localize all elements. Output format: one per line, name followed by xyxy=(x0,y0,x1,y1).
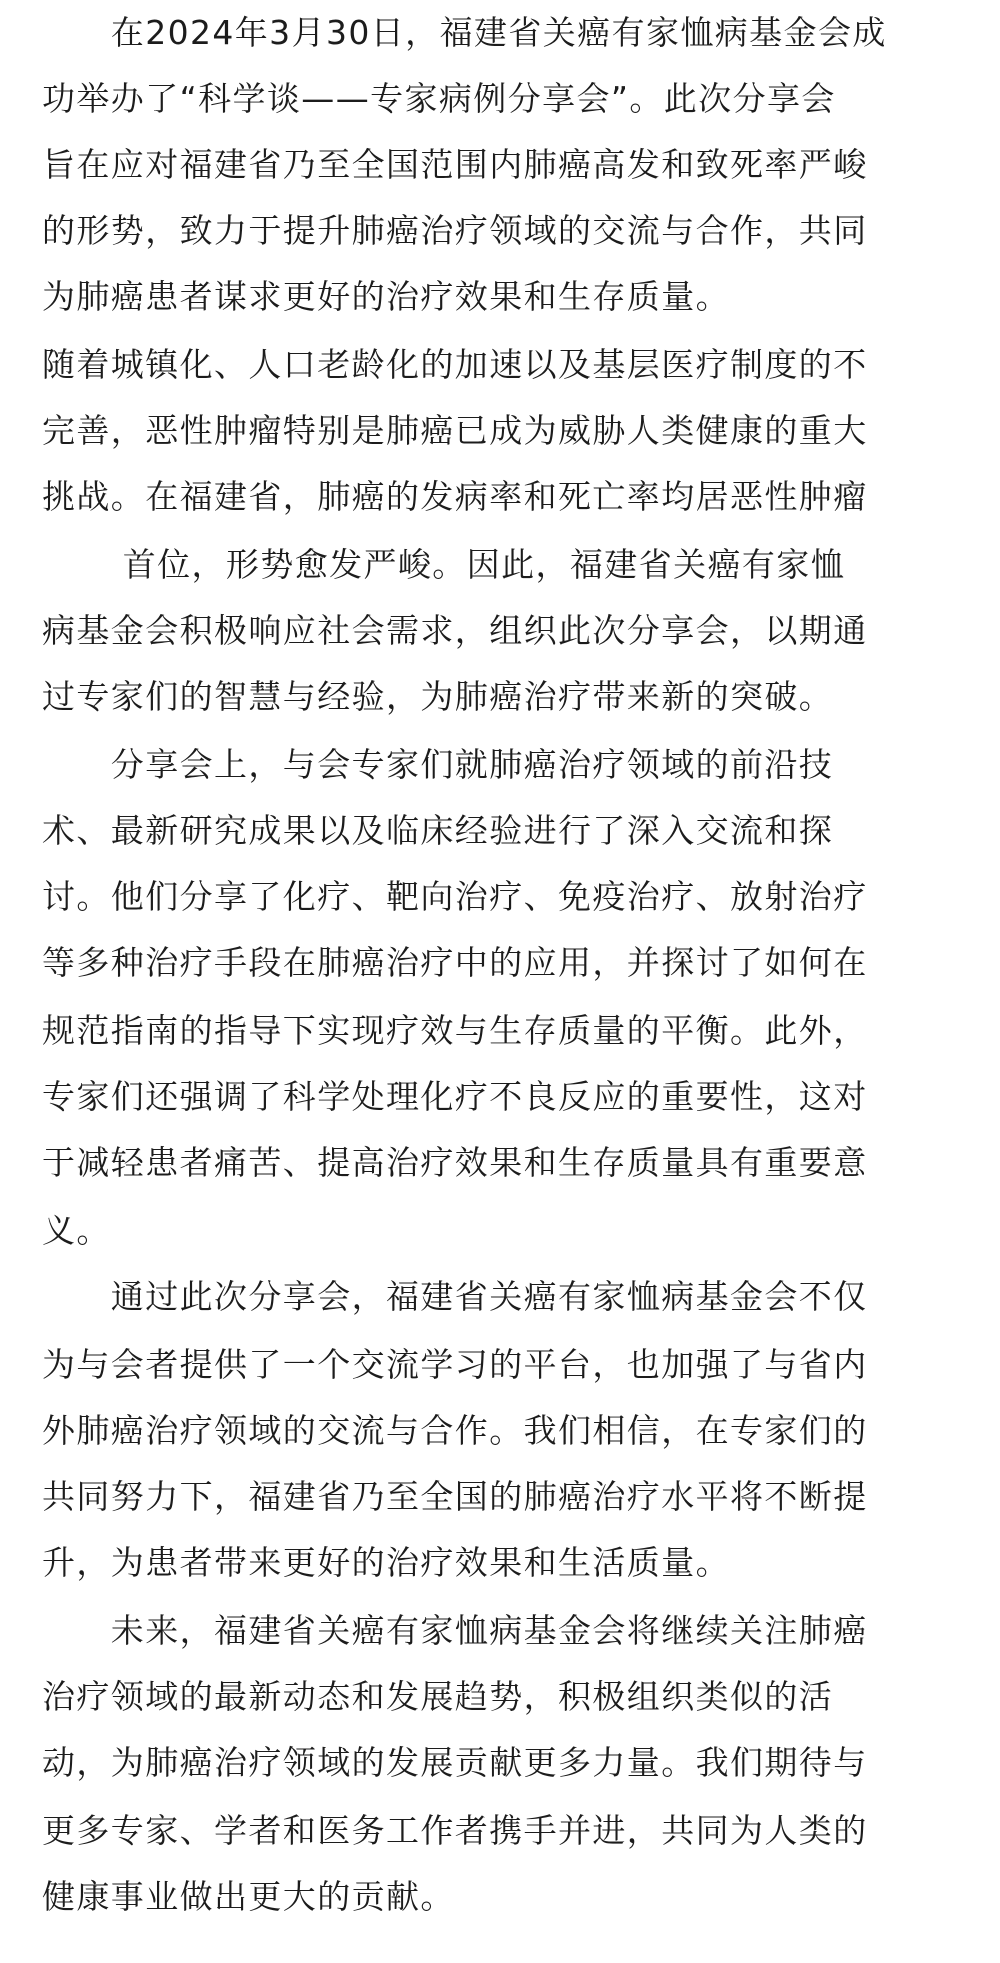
text-line: 为与会者提供了一个交流学习的平台，也加强了与省内 xyxy=(42,1345,868,1384)
text-line: 更多专家、学者和医务工作者携手并进，共同为人类的 xyxy=(42,1811,868,1850)
text-line: 外肺癌治疗领域的交流与合作。我们相信，在专家们的 xyxy=(42,1411,868,1450)
text-line: 功举办了“科学谈——专家病例分享会”。此次分享会 xyxy=(42,79,836,118)
text-line: 术、最新研究成果以及临床经验进行了深入交流和探 xyxy=(42,811,834,850)
text-line: 讨。他们分享了化疗、靶向治疗、免疫治疗、放射治疗 xyxy=(42,877,868,916)
text-line: 治疗领域的最新动态和发展趋势，积极组织类似的活 xyxy=(42,1677,834,1716)
text-line: 专家们还强调了科学处理化疗不良反应的重要性，这对 xyxy=(42,1077,868,1116)
text-line: 通过此次分享会，福建省关癌有家恤病基金会不仅 xyxy=(42,1277,868,1316)
text-line: 的形势，致力于提升肺癌治疗领域的交流与合作，共同 xyxy=(42,211,868,250)
text-line: 升，为患者带来更好的治疗效果和生活质量。 xyxy=(42,1543,730,1582)
text-line: 于减轻患者痛苦、提高治疗效果和生存质量具有重要意 xyxy=(42,1143,868,1182)
text-line: 过专家们的智慧与经验，为肺癌治疗带来新的突破。 xyxy=(42,677,834,716)
text-line: 未来，福建省关癌有家恤病基金会将继续关注肺癌 xyxy=(42,1611,868,1650)
text-line: 首位，形势愈发严峻。因此，福建省关癌有家恤 xyxy=(42,545,846,584)
text-line: 挑战。在福建省，肺癌的发病率和死亡率均居恶性肿瘤 xyxy=(42,477,868,516)
text-line: 随着城镇化、人口老龄化的加速以及基层医疗制度的不 xyxy=(42,345,868,384)
text-line: 规范指南的指导下实现疗效与生存质量的平衡。此外， xyxy=(42,1011,868,1050)
text-line: 分享会上，与会专家们就肺癌治疗领域的前沿技 xyxy=(42,745,834,784)
text-line: 病基金会积极响应社会需求，组织此次分享会，以期通 xyxy=(42,611,868,650)
text-line: 义。 xyxy=(42,1211,111,1250)
text-line: 健康事业做出更大的贡献。 xyxy=(42,1877,455,1916)
text-line: 在2024年3月30日，福建省关癌有家恤病基金会成 xyxy=(42,13,887,52)
text-line: 旨在应对福建省乃至全国范围内肺癌高发和致死率严峻 xyxy=(42,145,868,184)
text-line: 为肺癌患者谋求更好的治疗效果和生存质量。 xyxy=(42,277,730,316)
text-line: 完善，恶性肿瘤特别是肺癌已成为威胁人类健康的重大 xyxy=(42,411,868,450)
text-line: 等多种治疗手段在肺癌治疗中的应用，并探讨了如何在 xyxy=(42,943,868,982)
text-line: 共同努力下，福建省乃至全国的肺癌治疗水平将不断提 xyxy=(42,1477,868,1516)
text-line: 动，为肺癌治疗领域的发展贡献更多力量。我们期待与 xyxy=(42,1743,868,1782)
